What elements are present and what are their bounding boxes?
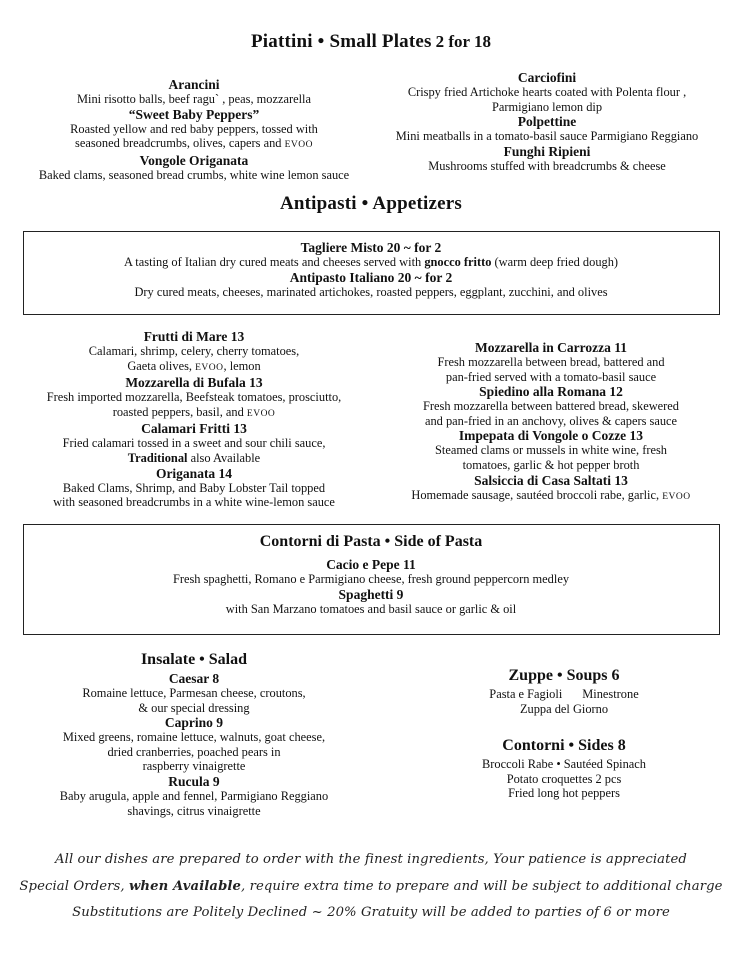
- item-desc: raspberry vinaigrette: [142, 759, 246, 774]
- side-line: Fried long hot peppers: [508, 786, 620, 801]
- antipasti-header: [0, 193, 742, 215]
- item-desc: [24, 255, 718, 270]
- item-name: Spaghetti 9: [338, 586, 404, 602]
- item-desc: with San Marzano tomatoes and basil sauce or garlic & oil: [225, 601, 517, 616]
- item-desc: with seasoned breadcrumbs in a white wine-lemon sauce: [53, 495, 335, 510]
- item-desc-text: also Available: [187, 450, 261, 465]
- item-desc: Fresh imported mozzarella, Beefsteak tomatoes, prosciutto,: [46, 390, 342, 405]
- item-desc: Fried calamari tossed in a sweet and sour chili sauce,: [62, 436, 326, 451]
- item-name: Spiedino alla Romana 12: [479, 384, 623, 400]
- item-desc: dried cranberries, poached pears in: [107, 744, 281, 759]
- soup-line: [394, 687, 734, 702]
- item-desc: [14, 405, 374, 422]
- item-desc: Mini meatballs in a tomato-basil sauce Parmigiano Reggiano: [395, 129, 699, 144]
- item-desc: Roasted yellow and red baby peppers, tossed with: [70, 121, 318, 136]
- item-name: “Sweet Baby Peppers”: [128, 106, 260, 122]
- item-name: Cacio e Pepe 11: [326, 557, 416, 572]
- item-desc: [14, 359, 374, 376]
- footer-line-2: [0, 879, 742, 894]
- item-desc: and pan-fried in an anchovy, olives & capers sauce: [424, 413, 678, 428]
- soup-pasta-fagioli: Pasta e Fagioli: [489, 687, 563, 701]
- boxed-items: [24, 240, 718, 299]
- item-name: Origanata 14: [155, 465, 233, 481]
- item-desc: Baked clams, seasoned bread crumbs, white wine lemon sauce: [38, 167, 350, 182]
- item-name: Arancini: [168, 77, 220, 92]
- item-name: Funghi Ripieni: [503, 143, 591, 159]
- item-desc: Steamed clams or mussels in white wine, fresh: [435, 443, 667, 458]
- evoo-label: EVOO: [662, 491, 691, 502]
- pasta-title: Contorni di Pasta • Side of Pasta: [259, 533, 483, 550]
- item-desc: Baked Clams, Shrimp, and Baby Lobster Tail topped: [62, 480, 326, 495]
- contorni-header: [394, 737, 734, 755]
- footer-bold: when Available: [128, 879, 241, 894]
- item-desc-text: Homemade sausage, sautéed broccoli rabe, garlic,: [411, 487, 660, 502]
- footer-line-1: All our dishes are prepared to order with the finest ingredients, Your patience is appreciated: [55, 852, 687, 867]
- item-desc: tomatoes, garlic & hot pepper broth: [462, 457, 640, 472]
- zuppe-price: 6: [611, 667, 620, 684]
- piattini-title: Piattini • Small Plates: [250, 31, 432, 52]
- item-desc: [14, 451, 374, 466]
- insalate-title: Insalate • Salad: [140, 651, 248, 668]
- item-desc: Mushrooms stuffed with breadcrumbs & cheese: [428, 158, 666, 173]
- item-name: Carciofini: [517, 70, 577, 85]
- item-desc-text: , lemon: [223, 358, 261, 373]
- item-desc: & our special dressing: [138, 700, 250, 715]
- item-name: Frutti di Mare 13: [143, 329, 245, 344]
- item-name: Tagliere Misto 20 ~ for 2: [300, 240, 442, 255]
- item-name: Vongole Origanata: [139, 152, 249, 168]
- contorni-section: [394, 737, 734, 801]
- pasta-boxed-section: [23, 524, 720, 635]
- piattini-header: [0, 31, 742, 53]
- item-desc: Calamari, shrimp, celery, cherry tomatoes,: [88, 344, 300, 358]
- evoo-label: EVOO: [284, 140, 313, 151]
- zuppe-title: Zuppe • Soups: [508, 667, 608, 684]
- item-desc-text: seasoned breadcrumbs, olives, capers and: [75, 136, 282, 151]
- item-desc: Mini risotto balls, beef ragu` , peas, mozzarella: [77, 92, 311, 106]
- item-desc: [14, 136, 374, 153]
- footer-text: , require extra time to prepare and will be subject to additional charge: [240, 879, 723, 894]
- piattini-left-column: [14, 77, 374, 182]
- antipasti-left-column: [14, 329, 374, 510]
- piattini-right-column: [372, 70, 722, 173]
- insalate-column: [14, 651, 374, 818]
- item-desc: Fresh mozzarella between battered bread, skewered: [423, 399, 679, 414]
- zuppe-section: [394, 667, 734, 716]
- item-name: Impepata di Vongole o Cozze 13: [458, 428, 644, 444]
- item-desc: Fresh mozzarella between bread, battered and: [437, 355, 665, 369]
- item-desc: Fresh spaghetti, Romano e Parmigiano cheese, fresh ground peppercorn medley: [172, 572, 570, 586]
- footer-line-3: Substitutions are Politely Declined ~ 20% Gratuity will be added to parties of 6 or more: [72, 905, 670, 920]
- evoo-label: EVOO: [246, 408, 276, 419]
- item-desc: pan-fried served with a tomato-basil sauce: [445, 369, 657, 384]
- contorni-title: Contorni • Sides: [502, 737, 614, 754]
- antipasti-right-column: [380, 340, 722, 504]
- footer-text: Special Orders,: [19, 879, 129, 894]
- item-desc-text: roasted peppers, basil, and: [112, 404, 244, 419]
- item-desc: Parmigiano lemon dip: [491, 99, 603, 114]
- contorni-price: 8: [617, 737, 626, 754]
- item-name: Salsiccia di Casa Saltati 13: [474, 472, 628, 488]
- item-name: Caprino 9: [164, 715, 224, 731]
- item-name: Rucula 9: [168, 773, 220, 789]
- antipasti-boxed-section: [23, 231, 720, 315]
- item-desc: Romaine lettuce, Parmesan cheese, croutons,: [82, 686, 306, 700]
- item-desc: Mixed greens, romaine lettuce, walnuts, goat cheese,: [62, 730, 326, 745]
- item-desc-bold: Traditional: [127, 450, 188, 465]
- side-line: Broccoli Rabe • Sautéed Spinach: [482, 757, 646, 771]
- evoo-label: EVOO: [195, 362, 224, 373]
- item-desc: shavings, citrus vinaigrette: [127, 803, 261, 818]
- side-line: Potato croquettes 2 pcs: [506, 771, 622, 786]
- item-desc-text: Gaeta olives,: [127, 358, 192, 373]
- item-desc: Crispy fried Artichoke hearts coated with Polenta flour ,: [407, 85, 687, 99]
- antipasti-title: Antipasti • Appetizers: [279, 193, 463, 214]
- soup-minestrone: Minestrone: [582, 687, 639, 701]
- item-name: Mozzarella in Carrozza 11: [474, 340, 628, 355]
- item-desc-text: A tasting of Italian dry cured meats and cheeses served with: [123, 255, 425, 269]
- zuppe-header: [394, 667, 734, 685]
- item-desc: Dry cured meats, cheeses, marinated artichokes, roasted peppers, eggplant, zucchini, and olives: [134, 284, 608, 299]
- item-name: Caesar 8: [168, 671, 220, 686]
- pasta-items: [24, 533, 718, 616]
- item-desc: Baby arugula, apple and fennel, Parmigiano Reggiano: [59, 788, 329, 803]
- piattini-price: 2 for 18: [435, 32, 492, 51]
- item-desc-bold: gnocco fritto: [424, 255, 492, 269]
- item-name: Antipasto Italiano 20 ~ for 2: [289, 269, 453, 285]
- item-desc: [380, 488, 722, 505]
- item-name: Mozzarella di Bufala 13: [125, 375, 263, 391]
- item-name: Polpettine: [517, 114, 577, 130]
- item-desc-text: (warm deep fried dough): [491, 255, 619, 269]
- item-name: Calamari Fritti 13: [141, 421, 247, 437]
- soup-line: Zuppa del Giorno: [519, 701, 609, 716]
